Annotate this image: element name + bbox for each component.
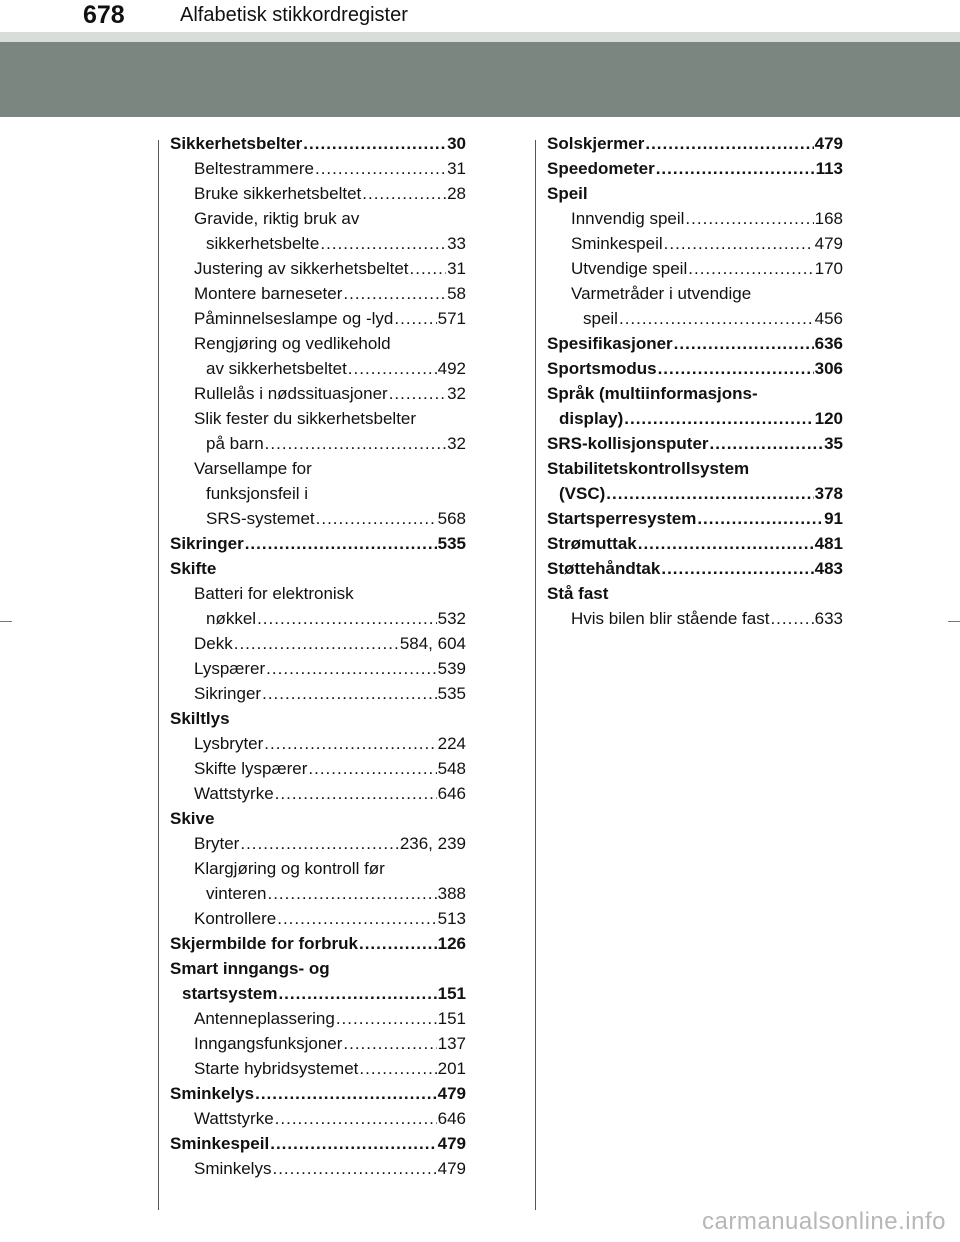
index-term: Sikringer — [170, 534, 244, 553]
index-term: Strømuttak — [547, 534, 637, 553]
page-reference: 32 — [447, 434, 466, 453]
index-subentry — [170, 481, 466, 506]
index-term: SRS-kollisjonsputer — [547, 434, 709, 453]
index-term: display) — [559, 409, 624, 428]
page-reference: 479 — [814, 234, 843, 253]
index-heading — [547, 431, 843, 456]
page-reference: 378 — [814, 484, 843, 503]
page-reference: 126 — [437, 934, 466, 953]
index-subentry — [170, 281, 466, 306]
page-reference: 548 — [437, 759, 466, 778]
dot-leader — [336, 1006, 437, 1031]
dot-leader — [697, 506, 823, 531]
page-reference: 539 — [437, 659, 466, 678]
dot-leader — [267, 881, 436, 906]
index-term: Skifte — [170, 559, 217, 578]
dot-leader — [308, 756, 436, 781]
index-term: Sminkespeil — [571, 234, 663, 253]
index-subentry — [170, 181, 466, 206]
index-heading — [170, 806, 466, 831]
index-column-left — [170, 131, 466, 1181]
page-reference: 479 — [437, 1134, 466, 1153]
dot-leader — [674, 331, 814, 356]
index-subentry — [547, 231, 843, 256]
dot-leader — [343, 281, 446, 306]
page-reference: 137 — [437, 1034, 466, 1053]
dot-leader — [606, 481, 813, 506]
index-heading — [547, 131, 843, 156]
index-heading — [170, 531, 466, 556]
index-heading — [170, 931, 466, 956]
index-term: Hvis bilen blir stående fast — [571, 609, 770, 628]
index-term: Gravide, riktig bruk av — [194, 209, 360, 228]
page-reference: 483 — [814, 559, 843, 578]
index-term: Skjermbilde for forbruk — [170, 934, 358, 953]
index-term: Speedometer — [547, 159, 655, 178]
dot-leader — [262, 681, 437, 706]
index-term: Antenneplassering — [194, 1009, 335, 1028]
dot-leader — [266, 656, 436, 681]
index-term: speil — [583, 309, 618, 328]
crop-mark-left — [0, 621, 12, 622]
index-subentry — [170, 506, 466, 531]
dot-leader — [638, 531, 814, 556]
page-reference: 31 — [447, 159, 466, 178]
page-reference: 170 — [814, 259, 843, 278]
page-reference: 224 — [437, 734, 466, 753]
page-reference: 633 — [814, 609, 843, 628]
page-reference: 481 — [814, 534, 843, 553]
index-term: Bryter — [194, 834, 240, 853]
index-term: Bruke sikkerhetsbeltet — [194, 184, 362, 203]
dot-leader — [688, 256, 813, 281]
index-term: Sikringer — [194, 684, 262, 703]
dot-leader — [685, 206, 813, 231]
index-term: Kontrollere — [194, 909, 277, 928]
index-term: Sminkelys — [194, 1159, 272, 1178]
dot-leader — [410, 256, 447, 281]
dot-leader — [770, 606, 813, 631]
index-term: på barn — [206, 434, 264, 453]
index-term: SRS-systemet — [206, 509, 315, 528]
page-reference: 568 — [437, 509, 466, 528]
index-subentry — [170, 431, 466, 456]
dot-leader — [359, 1056, 436, 1081]
page-reference: 535 — [437, 534, 466, 553]
dot-leader — [234, 631, 399, 656]
dot-leader — [343, 1031, 436, 1056]
index-subentry — [170, 256, 466, 281]
dot-leader — [656, 156, 815, 181]
index-heading — [547, 481, 843, 506]
index-subentry — [170, 731, 466, 756]
dot-leader — [624, 406, 813, 431]
index-term: Skive — [170, 809, 215, 828]
index-heading — [547, 556, 843, 581]
index-subentry — [170, 206, 466, 231]
page-reference: 120 — [814, 409, 843, 428]
dot-leader — [658, 356, 814, 381]
page-reference: 168 — [814, 209, 843, 228]
index-subentry — [170, 456, 466, 481]
page-reference: 456 — [814, 309, 843, 328]
page-title: Alfabetisk stikkordregister — [180, 4, 408, 26]
index-term: Stabilitetskontrollsystem — [547, 459, 750, 478]
index-heading — [547, 531, 843, 556]
index-term: Spesifikasjoner — [547, 334, 673, 353]
index-term: Varsellampe for — [194, 459, 312, 478]
dot-leader — [255, 1081, 437, 1106]
index-term: Startsperresystem — [547, 509, 697, 528]
dot-leader — [277, 906, 436, 931]
index-term: vinteren — [206, 884, 267, 903]
index-term: Justering av sikkerhetsbeltet — [194, 259, 409, 278]
index-term: Wattstyrke — [194, 1109, 274, 1128]
dot-leader — [359, 931, 437, 956]
page-reference: 646 — [437, 784, 466, 803]
index-term: Sminkespeil — [170, 1134, 270, 1153]
dot-leader — [619, 306, 814, 331]
index-term: Påminnelseslampe og -lyd — [194, 309, 394, 328]
dot-leader — [265, 431, 446, 456]
column-rule-right — [535, 140, 536, 1210]
dot-leader — [389, 381, 446, 406]
index-term: Støttehåndtak — [547, 559, 661, 578]
index-heading — [547, 356, 843, 381]
index-heading — [170, 706, 466, 731]
index-subentry — [170, 356, 466, 381]
index-term: Slik fester du sikkerhetsbelter — [194, 409, 417, 428]
page-reference: 513 — [437, 909, 466, 928]
page-reference: 91 — [824, 509, 843, 528]
index-heading — [170, 131, 466, 156]
dot-leader — [275, 1106, 437, 1131]
index-subentry — [170, 581, 466, 606]
dot-leader — [316, 506, 437, 531]
index-column-right — [547, 131, 843, 631]
dot-leader — [645, 131, 813, 156]
index-term: Smart inngangs- og — [170, 959, 330, 978]
dot-leader — [264, 731, 436, 756]
page-reference: 479 — [437, 1159, 466, 1178]
page-header — [0, 0, 960, 32]
page-reference: 479 — [437, 1084, 466, 1103]
index-term: Sikkerhetsbelter — [170, 134, 303, 153]
index-term: Rengjøring og vedlikehold — [194, 334, 391, 353]
dot-leader — [661, 556, 813, 581]
page-number: 678 — [83, 1, 125, 29]
header-band-light — [0, 32, 960, 42]
index-term: Batteri for elektronisk — [194, 584, 354, 603]
index-subentry — [170, 381, 466, 406]
index-term: funksjonsfeil i — [206, 484, 309, 503]
index-heading — [547, 406, 843, 431]
page-reference: 33 — [447, 234, 466, 253]
dot-leader — [275, 781, 437, 806]
index-subentry — [170, 906, 466, 931]
dot-leader — [240, 831, 398, 856]
index-subentry — [170, 156, 466, 181]
dot-leader — [710, 431, 824, 456]
index-term: (VSC) — [559, 484, 606, 503]
index-term: Beltestrammere — [194, 159, 314, 178]
index-term: Stå fast — [547, 584, 609, 603]
dot-leader — [348, 356, 437, 381]
index-subentry — [170, 631, 466, 656]
index-subentry — [170, 1031, 466, 1056]
dot-leader — [257, 606, 437, 631]
index-term: Sportsmodus — [547, 359, 657, 378]
index-term: Speil — [547, 184, 588, 203]
index-heading — [547, 381, 843, 406]
dot-leader — [320, 231, 446, 256]
index-heading — [170, 556, 466, 581]
index-heading — [547, 181, 843, 206]
dot-leader — [664, 231, 814, 256]
index-subentry — [170, 781, 466, 806]
index-subentry — [170, 681, 466, 706]
index-term: Lyspærer — [194, 659, 266, 678]
page-reference: 151 — [437, 984, 466, 1003]
index-term: Språk (multiinformasjons- — [547, 384, 758, 403]
page-reference: 28 — [447, 184, 466, 203]
index-term: Lysbryter — [194, 734, 264, 753]
page-reference: 58 — [447, 284, 466, 303]
index-subentry — [170, 656, 466, 681]
page-reference: 236, 239 — [399, 834, 466, 853]
page-reference: 32 — [447, 384, 466, 403]
index-term: Sminkelys — [170, 1084, 255, 1103]
index-term: Innvendig speil — [571, 209, 685, 228]
page-reference: 30 — [447, 134, 466, 153]
index-term: av sikkerhetsbeltet — [206, 359, 347, 378]
index-term: Klargjøring og kontroll før — [194, 859, 385, 878]
index-subentry — [547, 281, 843, 306]
dot-leader — [394, 306, 436, 331]
index-subentry — [170, 306, 466, 331]
index-subentry — [547, 606, 843, 631]
index-term: Rullelås i nødssituasjoner — [194, 384, 388, 403]
index-term: nøkkel — [206, 609, 257, 628]
page-reference: 31 — [447, 259, 466, 278]
index-subentry — [547, 206, 843, 231]
index-subentry — [170, 1156, 466, 1181]
index-term: startsystem — [182, 984, 278, 1003]
page-reference: 113 — [815, 159, 843, 178]
index-subentry — [547, 256, 843, 281]
index-term: Utvendige speil — [571, 259, 688, 278]
index-heading — [547, 456, 843, 481]
dot-leader — [362, 181, 446, 206]
page-reference: 479 — [814, 134, 843, 153]
index-term: Wattstyrke — [194, 784, 274, 803]
page-reference: 35 — [824, 434, 843, 453]
index-subentry — [170, 331, 466, 356]
index-heading — [170, 1081, 466, 1106]
page-reference: 151 — [437, 1009, 466, 1028]
index-heading — [547, 156, 843, 181]
index-term: Montere barneseter — [194, 284, 343, 303]
index-term: sikkerhetsbelte — [206, 234, 320, 253]
page-reference: 584, 604 — [399, 634, 466, 653]
index-subentry — [170, 831, 466, 856]
index-subentry — [547, 306, 843, 331]
index-subentry — [170, 1006, 466, 1031]
index-heading — [547, 331, 843, 356]
index-subentry — [170, 1106, 466, 1131]
header-band-dark — [0, 42, 960, 117]
index-subentry — [170, 231, 466, 256]
index-heading — [170, 981, 466, 1006]
dot-leader — [272, 1156, 436, 1181]
dot-leader — [245, 531, 437, 556]
index-term: Skiltlys — [170, 709, 230, 728]
index-term: Solskjermer — [547, 134, 645, 153]
index-subentry — [170, 606, 466, 631]
dot-leader — [315, 156, 446, 181]
dot-leader — [303, 131, 446, 156]
page-reference: 532 — [437, 609, 466, 628]
column-rule-left — [158, 140, 159, 1210]
page-reference: 571 — [437, 309, 466, 328]
page-reference: 201 — [437, 1059, 466, 1078]
index-heading — [547, 506, 843, 531]
index-subentry — [170, 856, 466, 881]
index-subentry — [170, 756, 466, 781]
index-subentry — [170, 881, 466, 906]
page-reference: 535 — [437, 684, 466, 703]
index-term: Dekk — [194, 634, 233, 653]
page-reference: 646 — [437, 1109, 466, 1128]
index-subentry — [170, 406, 466, 431]
dot-leader — [270, 1131, 436, 1156]
dot-leader — [278, 981, 436, 1006]
index-heading — [547, 581, 843, 606]
index-heading — [170, 956, 466, 981]
index-heading — [170, 1131, 466, 1156]
index-term: Inngangsfunksjoner — [194, 1034, 343, 1053]
index-term: Varmetråder i utvendige — [571, 284, 752, 303]
crop-mark-right — [948, 621, 960, 622]
index-subentry — [170, 1056, 466, 1081]
page-reference: 636 — [814, 334, 843, 353]
watermark: carmanualsonline.info — [702, 1208, 946, 1235]
page-reference: 306 — [814, 359, 843, 378]
index-term: Starte hybridsystemet — [194, 1059, 359, 1078]
index-term: Skifte lyspærer — [194, 759, 308, 778]
page-reference: 492 — [437, 359, 466, 378]
page-reference: 388 — [437, 884, 466, 903]
